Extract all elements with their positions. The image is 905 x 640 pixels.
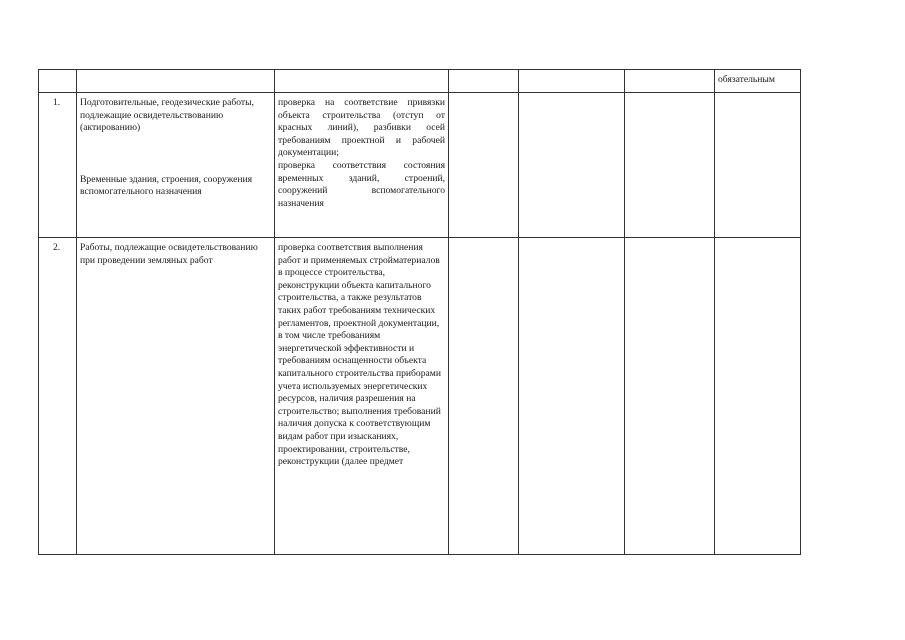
inspection-table <box>38 69 801 555</box>
table-cell <box>449 93 519 238</box>
work-type-cell <box>77 238 275 555</box>
table-cell <box>449 238 519 555</box>
row-number: 1. <box>39 93 77 238</box>
table-cell <box>715 93 801 238</box>
check-subject-text: проверка соответствия состояния временных зданий, строений, сооружений вспомогательного назначения <box>278 159 445 209</box>
table-cell <box>625 238 715 555</box>
table-cell <box>519 70 625 93</box>
work-type-text: Временные здания, строения, сооружения вспомогательного назначения <box>80 173 253 198</box>
check-subject-text: проверка на соответствие привязки объекта строительства (отступ от красных линий), разбивки осей требованиям проектной и рабочей документации; <box>278 97 445 159</box>
table-cell <box>519 238 625 555</box>
table-cell <box>715 238 801 555</box>
table-cell <box>77 70 275 93</box>
header-last-cell: обязательным <box>715 70 801 93</box>
table-cell <box>519 93 625 238</box>
work-type-text: Подготовительные, геодезические работы, подлежащие освидетельствованию (актированию) <box>80 97 254 134</box>
table-row-header <box>39 70 801 93</box>
table-cell <box>625 93 715 238</box>
row-number: 2. <box>39 238 77 555</box>
work-type-cell <box>77 93 275 238</box>
table-cell <box>39 70 77 93</box>
table-cell <box>625 70 715 93</box>
table-cell <box>449 70 519 93</box>
work-type-text: Работы, подлежащие освидетельствованию при проведении земляных работ <box>80 242 258 266</box>
table-row <box>39 93 801 238</box>
check-subject-text: проверка соответствия выполнения работ и применяемых стройматериалов в процессе строительства, реконструкции объекта капитального строительства, а также результатов таких работ требованиям технических регламентов, проектной документации, в том числе требованиям энергетической эффективности и требованиям оснащенности объекта капитального строительства приборами учета используемых энергетических ресурсов, наличия разрешения на строительство; выполнения требований наличия допуска к соответствующим видам работ при изысканиях, проектировании, строительстве, реконструкции (далее предмет <box>278 242 441 468</box>
table-row <box>39 238 801 555</box>
table-cell <box>275 70 449 93</box>
check-subject-cell <box>275 238 449 555</box>
check-subject-cell <box>275 93 449 238</box>
